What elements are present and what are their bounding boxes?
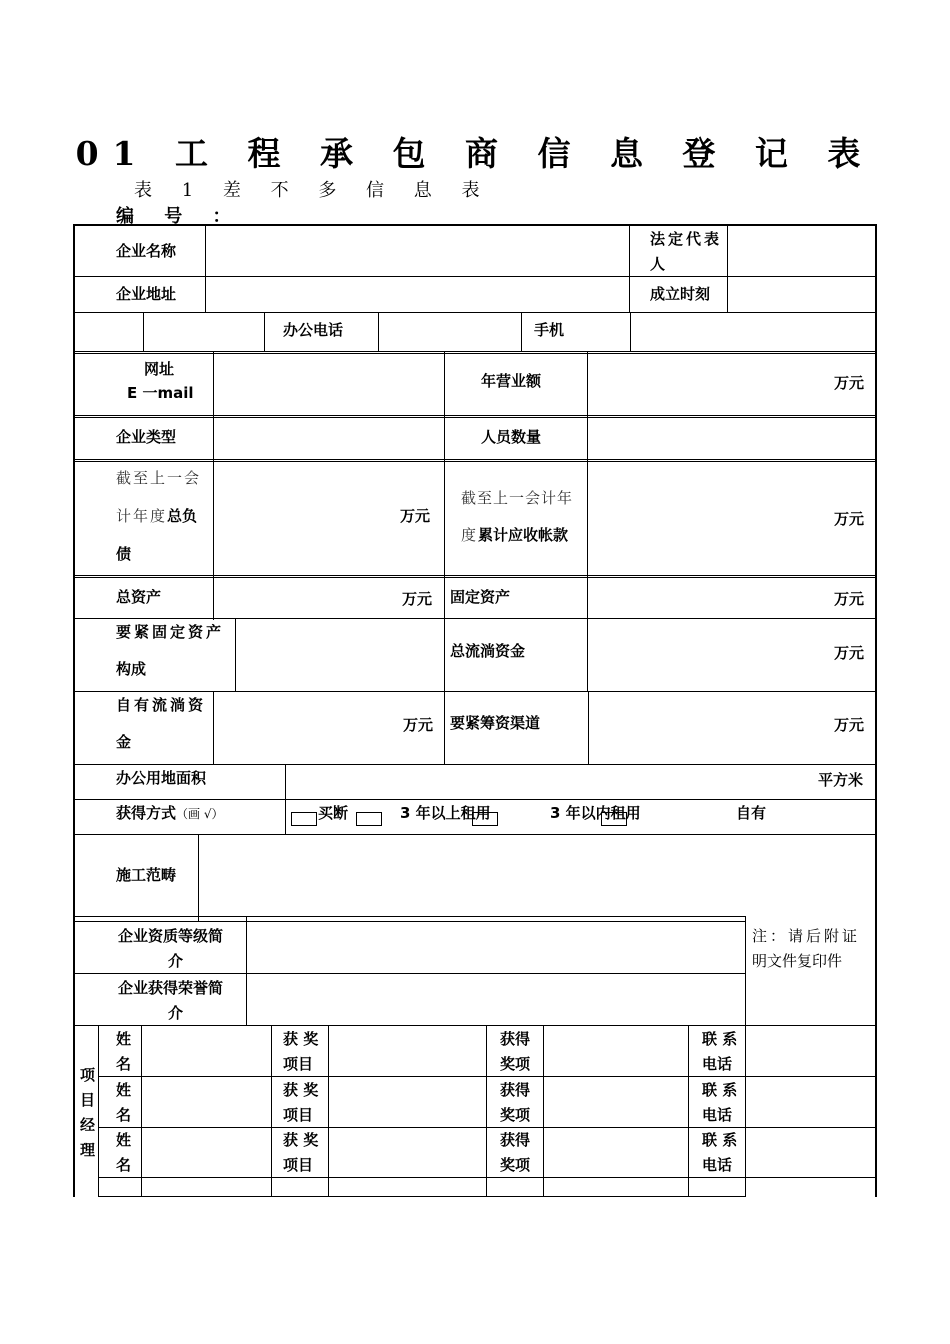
pm3-award-project-label-l1: 获 奖 [283,1131,319,1149]
receivables-label-l1: 截至上一会计年 [461,489,574,507]
pm3-name-label-l1: 姓 [116,1131,132,1149]
company-address-label: 企业地址 [116,285,177,303]
option-long-rent-label: 3 年以上租用 [400,804,491,822]
honors-field[interactable] [248,975,744,1024]
option-short-rent-checkbox[interactable] [472,812,498,826]
funding-channel-unit: 万元 [834,716,865,734]
total-current-label: 总流淌资金 [450,642,526,660]
founded-label: 成立时刻 [650,285,711,303]
website-email-field[interactable] [214,355,443,413]
liabilities-label-l1: 截至上一会 [116,469,202,487]
mobile-field[interactable] [631,313,874,350]
pm1-name-label-l1: 姓 [116,1030,132,1048]
fixed-composition-label-l1: 要紧固定资产 [116,623,225,641]
annual-revenue-unit: 万元 [834,374,865,392]
pm3-award-item-label-l2: 奖项 [500,1156,531,1174]
pm3-contact-label-l1: 联 系 [702,1131,738,1149]
staff-count-label: 人员数量 [481,428,542,446]
receivables-label-l2b: 累计应收帐款 [478,526,569,544]
pm1-award-project-label-l1: 获 奖 [283,1030,319,1048]
fixed-assets-unit: 万元 [834,590,865,608]
acquire-method-hint: （画 √） [176,807,224,821]
mobile-label: 手机 [534,321,565,339]
office-phone-label: 办公电话 [283,321,344,339]
pm1-name-label-l2: 名 [116,1055,132,1073]
honors-label-l2: 介 [168,1004,184,1022]
company-type-label: 企业类型 [116,428,177,446]
own-current-unit: 万元 [403,716,434,734]
attachment-note-l2: 明文件复印件 [752,952,843,970]
option-short-rent-label: 3 年以内租用 [550,804,641,822]
pm-side-label-4: 理 [80,1141,96,1159]
pm1-contact-label-l1: 联 系 [702,1030,738,1048]
pm2-award-item-label-l1: 获得 [500,1081,531,1099]
liabilities-label-l3: 债 [116,545,132,563]
pm1-contact-label-l2: 电话 [702,1055,733,1073]
pm2-award-item-label-l2: 奖项 [500,1106,531,1124]
pm3-award-project-label-l2: 项目 [283,1156,314,1174]
pm2-name-label-l2: 名 [116,1106,132,1124]
pm3-name-label-l2: 名 [116,1156,132,1174]
company-name-label: 企业名称 [116,242,177,260]
pm-side-label-1: 项 [80,1066,96,1084]
fixed-assets-label: 固定资产 [450,588,511,606]
pm1-award-item-label-l2: 奖项 [500,1055,531,1073]
construction-scope-field[interactable] [200,836,874,914]
own-current-label-l1: 自有流淌资 [116,696,207,714]
option-own-label: 自有 [736,804,767,822]
email-label: E 一mail [127,384,194,402]
receivables-label-l2a: 度 [461,526,479,544]
legal-rep-label-l2: 人 [650,255,666,273]
legal-rep-label-l1: 法定代表 [650,230,723,248]
pm2-award-project-label-l1: 获 奖 [283,1081,319,1099]
liabilities-unit: 万元 [400,507,431,525]
total-assets-label: 总资产 [116,588,162,606]
website-label: 网址 [144,360,175,378]
liabilities-label-l2b: 总负 [167,507,198,525]
page-title: 01 工 程 承 包 商 信 息 登 记 表 [75,134,875,173]
founded-field[interactable] [728,278,874,311]
qualification-label-l1: 企业资质等级简 [118,927,224,945]
staff-count-field[interactable] [588,420,874,456]
pm2-name-label-l1: 姓 [116,1081,132,1099]
pm2-award-project-label-l2: 项目 [283,1106,314,1124]
funding-channel-label: 要紧筹资渠道 [450,714,541,732]
receivables-unit: 万元 [834,510,865,528]
option-buy-label: 买断 [318,804,349,822]
pm1-award-project-label-l2: 项目 [283,1055,314,1073]
honors-label-l1: 企业获得荣誉简 [118,979,224,997]
option-own-checkbox[interactable] [601,812,627,826]
serial-number-label: 编 号 ： [116,206,243,227]
qualification-field[interactable] [248,923,744,972]
liabilities-label-l2a: 计年度 [116,507,168,525]
pm-side-label-3: 经 [80,1116,96,1134]
company-address-field[interactable] [206,278,628,311]
pm2-contact-label-l2: 电话 [702,1106,733,1124]
acquire-method-label: 获得方式 [116,804,177,822]
attachment-note-l1: 注：请后附证 [752,927,861,945]
option-long-rent-checkbox[interactable] [356,812,382,826]
pm2-contact-label-l1: 联 系 [702,1081,738,1099]
office-area-label: 办公用地面积 [116,769,207,787]
company-type-field[interactable] [214,420,443,456]
annual-revenue-label: 年营业额 [481,372,542,390]
office-phone-field[interactable] [379,313,520,350]
pm3-contact-label-l2: 电话 [702,1156,733,1174]
office-area-unit: 平方米 [818,771,864,789]
total-assets-unit: 万元 [402,590,433,608]
fixed-composition-label-l2: 构成 [116,660,147,678]
pm1-award-item-label-l1: 获得 [500,1030,531,1048]
total-current-unit: 万元 [834,644,865,662]
qualification-label-l2: 介 [168,952,184,970]
own-current-label-l2: 金 [116,733,132,751]
company-name-field[interactable] [206,228,628,275]
option-buy-checkbox[interactable] [291,812,317,826]
page-subtitle: 表 1 差 不 多 信 息 表 [134,180,492,201]
pm3-award-item-label-l1: 获得 [500,1131,531,1149]
legal-rep-field[interactable] [728,228,874,275]
pm-side-label-2: 目 [80,1091,96,1109]
construction-scope-label: 施工范畴 [116,866,177,884]
